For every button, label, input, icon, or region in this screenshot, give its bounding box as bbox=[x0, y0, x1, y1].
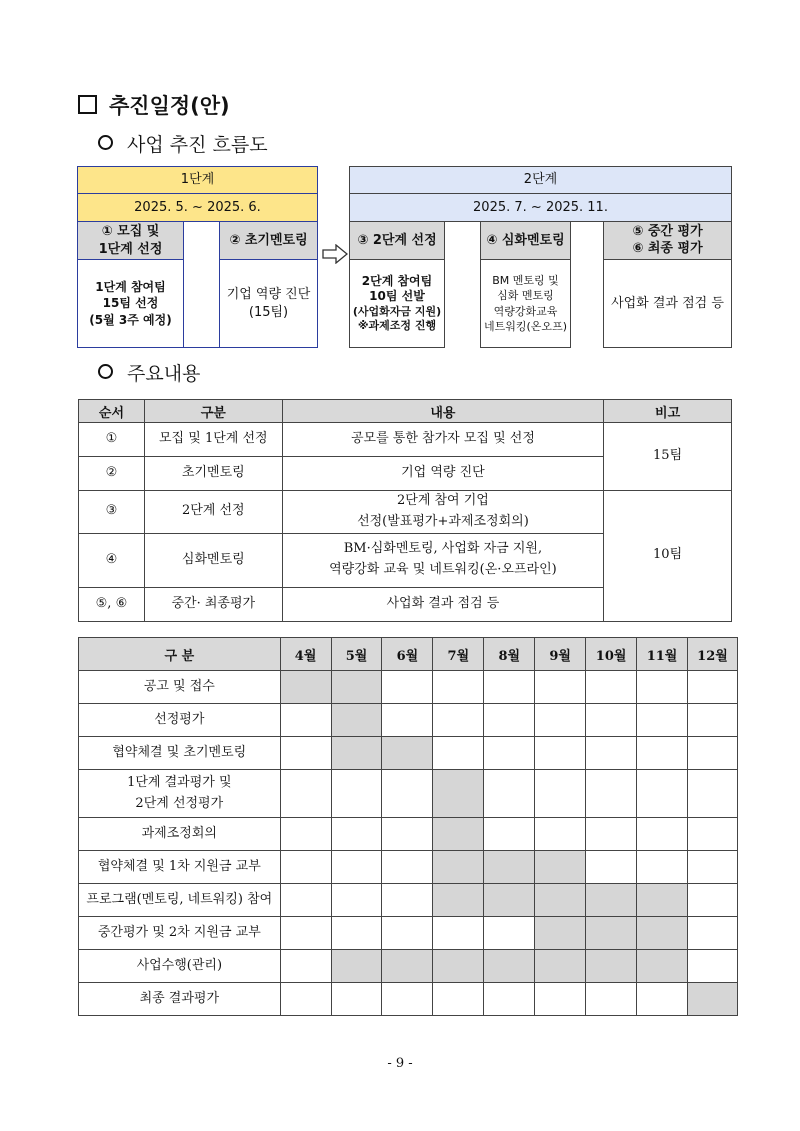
schedule-row bbox=[79, 704, 738, 737]
schedule-cell bbox=[637, 770, 688, 818]
schedule-cell bbox=[688, 818, 738, 851]
schedule-cell-active bbox=[637, 884, 688, 917]
schedule-cell bbox=[484, 770, 535, 818]
schedule-row-label-line: 중간평가 및 2차 지원금 교부 bbox=[97, 924, 261, 940]
schedule-row bbox=[79, 950, 738, 983]
schedule-cell bbox=[433, 917, 484, 950]
step1-desc-line: 1단계 참여팀 bbox=[95, 280, 166, 295]
month-header: 5월 bbox=[331, 638, 382, 671]
month-header: 7월 bbox=[433, 638, 484, 671]
row-content-line: 2단계 참여 기업 bbox=[396, 493, 489, 508]
schedule-cell-active bbox=[331, 671, 382, 704]
schedule-cell bbox=[586, 737, 637, 770]
schedule-row-label bbox=[79, 851, 281, 884]
schedule-cell-active bbox=[331, 950, 382, 983]
schedule-cell-active bbox=[280, 671, 331, 704]
row-order: ③ bbox=[79, 491, 145, 534]
row-category: 중간· 최종평가 bbox=[144, 587, 282, 621]
schedule-cell-active bbox=[586, 917, 637, 950]
hollow-circle-icon bbox=[98, 135, 113, 150]
step1-title-line: ① 모집 및 bbox=[101, 223, 160, 239]
schedule-cell-active bbox=[535, 950, 586, 983]
step4-desc bbox=[480, 259, 571, 348]
stage2-spacer-1 bbox=[444, 221, 481, 348]
schedule-cell bbox=[688, 671, 738, 704]
month-header: 11월 bbox=[637, 638, 688, 671]
schedule-cell-active bbox=[331, 704, 382, 737]
schedule-cell-active bbox=[433, 818, 484, 851]
schedule-cell-active bbox=[535, 917, 586, 950]
schedule-row-label bbox=[79, 983, 281, 1016]
content-table-header bbox=[79, 400, 732, 423]
schedule-row-label-line: 사업수행(관리) bbox=[136, 957, 223, 973]
schedule-cell-active bbox=[535, 884, 586, 917]
schedule-row-label-line: 1단계 결과평가 및 bbox=[127, 774, 232, 790]
step4-desc-line: BM 멘토링 및 bbox=[492, 273, 559, 287]
schedule-cell bbox=[484, 737, 535, 770]
step3-desc-line: (사업화자금 지원) bbox=[352, 304, 442, 318]
month-header: 9월 bbox=[535, 638, 586, 671]
schedule-cell-active bbox=[484, 950, 535, 983]
row-category: 초기멘토링 bbox=[144, 457, 282, 491]
step5-desc bbox=[603, 259, 732, 348]
row-order: ② bbox=[79, 457, 145, 491]
schedule-cell bbox=[586, 851, 637, 884]
schedule-row-label-line: 협약체결 및 초기멘토링 bbox=[112, 744, 247, 760]
schedule-cell bbox=[688, 737, 738, 770]
schedule-cell-active bbox=[382, 950, 433, 983]
schedule-cell bbox=[331, 818, 382, 851]
step5-title bbox=[603, 221, 732, 260]
row-order: ⑤, ⑥ bbox=[79, 587, 145, 621]
row-order: ④ bbox=[79, 533, 145, 587]
row-content: 사업화 결과 점검 등 bbox=[282, 587, 603, 621]
schedule-row-label bbox=[79, 704, 281, 737]
schedule-cell bbox=[280, 851, 331, 884]
schedule-cell-active bbox=[688, 983, 738, 1016]
row-content: 기업 역량 진단 bbox=[282, 457, 603, 491]
schedule-cell bbox=[586, 704, 637, 737]
step2-title-line: ② 초기멘토링 bbox=[229, 232, 308, 248]
schedule-cell bbox=[535, 818, 586, 851]
schedule-cell bbox=[484, 983, 535, 1016]
schedule-cell bbox=[382, 818, 433, 851]
stage1-period: 2025. 5. ~ 2025. 6. bbox=[77, 193, 318, 222]
schedule-row-label bbox=[79, 737, 281, 770]
header-category: 구분 bbox=[144, 400, 282, 423]
flow-heading-text: 사업 추진 흐름도 bbox=[127, 134, 268, 156]
row-content bbox=[282, 491, 603, 534]
schedule-row-label bbox=[79, 770, 281, 818]
schedule-cell-active bbox=[586, 884, 637, 917]
month-header: 12월 bbox=[688, 638, 738, 671]
step1-desc-line: (5월 3주 예정) bbox=[89, 312, 172, 327]
schedule-cell bbox=[637, 851, 688, 884]
schedule-row bbox=[79, 737, 738, 770]
schedule-table bbox=[78, 637, 738, 1016]
row-order: ① bbox=[79, 423, 145, 457]
schedule-cell-active bbox=[586, 950, 637, 983]
row-content-line: 선정(발표평가+과제조정회의) bbox=[357, 513, 529, 529]
schedule-cell bbox=[280, 917, 331, 950]
step2-desc bbox=[219, 259, 318, 348]
schedule-cell bbox=[484, 917, 535, 950]
schedule-row bbox=[79, 851, 738, 884]
schedule-cell bbox=[586, 983, 637, 1016]
schedule-row bbox=[79, 770, 738, 818]
section-title bbox=[78, 90, 230, 120]
schedule-cell bbox=[433, 737, 484, 770]
schedule-cell bbox=[331, 770, 382, 818]
row-content-line: 역량강화 교육 및 네트워킹(온·오프라인) bbox=[329, 562, 557, 578]
step4-desc-line: 역량강화교육 bbox=[493, 304, 558, 318]
step2-desc-line: (15팀) bbox=[248, 304, 289, 320]
schedule-cell-active bbox=[331, 737, 382, 770]
schedule-cell bbox=[280, 770, 331, 818]
content-table bbox=[78, 399, 732, 622]
content-heading-text: 주요내용 bbox=[127, 363, 201, 385]
schedule-row-label-line: 프로그램(멘토링, 네트워킹) 참여 bbox=[86, 891, 273, 907]
step4-title bbox=[480, 221, 571, 260]
header-content: 내용 bbox=[282, 400, 603, 423]
row-category: 심화멘토링 bbox=[144, 533, 282, 587]
schedule-cell bbox=[535, 983, 586, 1016]
schedule-cell bbox=[688, 917, 738, 950]
schedule-cell bbox=[688, 851, 738, 884]
schedule-row bbox=[79, 818, 738, 851]
schedule-row-label bbox=[79, 950, 281, 983]
schedule-cell bbox=[637, 818, 688, 851]
schedule-cell bbox=[688, 950, 738, 983]
month-header: 10월 bbox=[586, 638, 637, 671]
schedule-row-label bbox=[79, 818, 281, 851]
schedule-cell bbox=[433, 704, 484, 737]
checkbox-square-icon bbox=[78, 95, 97, 114]
stage1-label: 1단계 bbox=[77, 166, 318, 194]
schedule-cell bbox=[280, 950, 331, 983]
step3-title-line: ③ 2단계 선정 bbox=[357, 232, 437, 248]
step1-desc-line: 15팀 선정 bbox=[102, 296, 159, 311]
schedule-row-label-line: 선정평가 bbox=[154, 711, 205, 727]
content-heading bbox=[98, 359, 200, 386]
month-header: 4월 bbox=[280, 638, 331, 671]
schedule-cell-active bbox=[382, 737, 433, 770]
schedule-cell bbox=[280, 737, 331, 770]
schedule-cell bbox=[382, 917, 433, 950]
schedule-row-label-line: 협약체결 및 1차 지원금 교부 bbox=[97, 858, 261, 874]
schedule-cell-active bbox=[433, 884, 484, 917]
step3-title bbox=[349, 221, 445, 260]
schedule-cell-active bbox=[433, 770, 484, 818]
schedule-cell bbox=[382, 851, 433, 884]
schedule-cell bbox=[280, 704, 331, 737]
schedule-cell bbox=[586, 770, 637, 818]
table-row bbox=[79, 423, 732, 457]
stage1-spacer bbox=[183, 221, 220, 348]
schedule-row-label-line: 공고 및 접수 bbox=[143, 678, 215, 694]
schedule-cell bbox=[535, 737, 586, 770]
schedule-cell-active bbox=[484, 884, 535, 917]
hollow-circle-icon bbox=[98, 364, 113, 379]
schedule-row-label-line: 과제조정회의 bbox=[141, 825, 217, 841]
table-row bbox=[79, 491, 732, 534]
schedule-cell-active bbox=[433, 950, 484, 983]
schedule-row bbox=[79, 884, 738, 917]
schedule-cell bbox=[331, 983, 382, 1016]
month-header: 8월 bbox=[484, 638, 535, 671]
schedule-cell bbox=[433, 671, 484, 704]
right-arrow-icon bbox=[322, 244, 348, 264]
schedule-cell bbox=[382, 704, 433, 737]
schedule-cell bbox=[535, 704, 586, 737]
row-note: 15팀 bbox=[604, 423, 732, 491]
schedule-row-label-line: 2단계 선정평가 bbox=[135, 795, 224, 811]
step4-title-line: ④ 심화멘토링 bbox=[486, 232, 565, 248]
schedule-row-label bbox=[79, 884, 281, 917]
schedule-row-label-line: 최종 결과평가 bbox=[139, 990, 220, 1006]
step1-title bbox=[77, 221, 184, 260]
schedule-cell bbox=[637, 671, 688, 704]
row-content: 공모를 통한 참가자 모집 및 선정 bbox=[282, 423, 603, 457]
step1-title-line: 1단계 선정 bbox=[98, 241, 163, 257]
step2-title bbox=[219, 221, 318, 260]
schedule-cell bbox=[688, 704, 738, 737]
step3-desc bbox=[349, 259, 445, 348]
row-category: 모집 및 1단계 선정 bbox=[144, 423, 282, 457]
step4-desc-line: 네트워킹(온오프) bbox=[484, 319, 567, 333]
schedule-cell bbox=[382, 884, 433, 917]
schedule-row-label bbox=[79, 917, 281, 950]
stage2-spacer-2 bbox=[570, 221, 604, 348]
schedule-cell-active bbox=[433, 851, 484, 884]
step5-desc-line: 사업화 결과 점검 등 bbox=[611, 295, 724, 311]
schedule-row bbox=[79, 917, 738, 950]
schedule-cell bbox=[484, 704, 535, 737]
row-category: 2단계 선정 bbox=[144, 491, 282, 534]
schedule-cell bbox=[280, 983, 331, 1016]
schedule-cell-active bbox=[637, 917, 688, 950]
schedule-cell bbox=[382, 983, 433, 1016]
header-note: 비고 bbox=[604, 400, 732, 423]
schedule-row bbox=[79, 983, 738, 1016]
schedule-cell bbox=[535, 770, 586, 818]
schedule-header-label: 구 분 bbox=[79, 638, 281, 671]
page-number: - 9 - bbox=[387, 1056, 413, 1071]
header-order: 순서 bbox=[79, 400, 145, 423]
schedule-cell bbox=[688, 884, 738, 917]
schedule-cell bbox=[586, 671, 637, 704]
row-content bbox=[282, 533, 603, 587]
schedule-cell bbox=[637, 704, 688, 737]
schedule-cell bbox=[535, 671, 586, 704]
schedule-cell bbox=[586, 818, 637, 851]
schedule-cell bbox=[637, 737, 688, 770]
schedule-cell bbox=[637, 983, 688, 1016]
month-header: 6월 bbox=[382, 638, 433, 671]
schedule-cell bbox=[331, 917, 382, 950]
stage2-period: 2025. 7. ~ 2025. 11. bbox=[349, 193, 732, 222]
schedule-header-row bbox=[79, 638, 738, 671]
row-content-line: BM·심화멘토링, 사업화 자금 지원, bbox=[343, 541, 543, 557]
row-note: 10팀 bbox=[604, 491, 732, 622]
schedule-cell bbox=[433, 983, 484, 1016]
step5-title-line: ⑤ 중간 평가 bbox=[632, 224, 703, 240]
step5-title-line: ⑥ 최종 평가 bbox=[632, 240, 703, 256]
schedule-cell-active bbox=[637, 950, 688, 983]
stage2-label: 2단계 bbox=[349, 166, 732, 194]
schedule-row bbox=[79, 671, 738, 704]
schedule-cell bbox=[484, 818, 535, 851]
schedule-cell bbox=[331, 851, 382, 884]
schedule-cell bbox=[382, 671, 433, 704]
step3-desc-line: 2단계 참여팀 bbox=[361, 273, 433, 288]
step4-desc-line: 심화 멘토링 bbox=[497, 289, 554, 303]
step1-desc bbox=[77, 259, 184, 348]
schedule-cell bbox=[382, 770, 433, 818]
flow-heading bbox=[98, 130, 268, 157]
schedule-cell-active bbox=[484, 851, 535, 884]
schedule-cell bbox=[484, 671, 535, 704]
schedule-cell bbox=[280, 818, 331, 851]
step2-desc-line: 기업 역량 진단 bbox=[226, 286, 311, 302]
schedule-cell bbox=[331, 884, 382, 917]
step3-desc-line: 10팀 선발 bbox=[369, 289, 425, 304]
schedule-row-label bbox=[79, 671, 281, 704]
section-title-text: 추진일정(안) bbox=[109, 94, 230, 118]
schedule-cell bbox=[280, 884, 331, 917]
schedule-cell-active bbox=[535, 851, 586, 884]
schedule-cell bbox=[688, 770, 738, 818]
step3-desc-line: ※과제조정 진행 bbox=[357, 319, 437, 333]
